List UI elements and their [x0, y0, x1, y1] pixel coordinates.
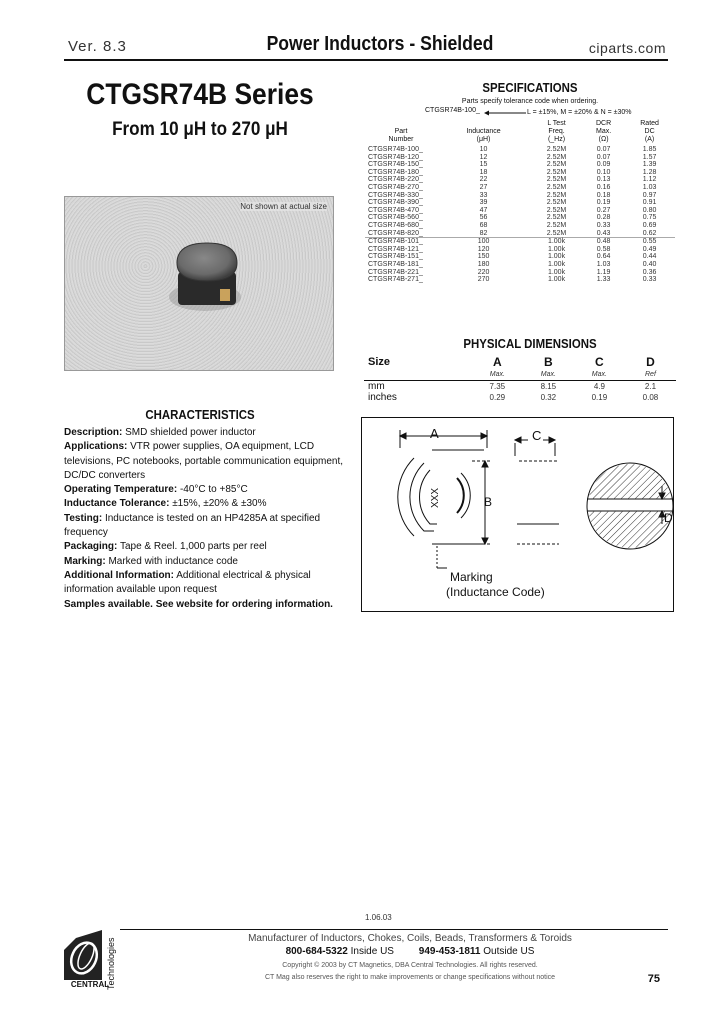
table-cell: 0.49	[642, 245, 657, 253]
table-cell: 2.52M	[546, 229, 567, 237]
rights-notice: CT Mag also reserves the right to make improvements or change specifications without notice	[264, 974, 556, 981]
table-cell: 0.33	[596, 221, 611, 229]
table-header-cell: DCR Max. (Ω)	[595, 120, 612, 143]
table-cell: 0.62	[642, 229, 657, 237]
dim-row-label: mm	[364, 380, 472, 392]
table-cell: 0.36	[642, 268, 657, 276]
table-cell: 0.28	[596, 214, 611, 222]
table-cell: CTGSR74B-330_	[368, 191, 423, 199]
specifications-title: SPECIFICATIONS	[482, 80, 578, 95]
table-cell: 82	[479, 229, 488, 237]
marking-code: XXX	[430, 488, 441, 509]
dim-col-b: B	[544, 355, 553, 369]
table-cell: 120	[477, 245, 490, 253]
dim-sub-d: Ref	[645, 370, 656, 378]
table-cell: CTGSR74B-151_	[368, 253, 423, 261]
dim-col-a: A	[492, 355, 502, 369]
table-cell: CTGSR74B-120_	[368, 153, 423, 161]
table-cell: 10	[479, 146, 488, 153]
table-cell: CTGSR74B-270_	[368, 183, 423, 191]
table-cell: 15	[479, 161, 488, 169]
series-name: CTGSR74B Series	[86, 78, 314, 111]
samples-note: Samples available. See website for ordering information.	[64, 598, 333, 610]
table-cell: 1.00k	[547, 268, 566, 276]
table-row	[365, 261, 675, 269]
char-item: Operating Temperature: -40°C to +85°C	[64, 484, 248, 496]
label-b: B	[484, 495, 493, 509]
dim-value: 4.9	[574, 380, 625, 392]
table-header-row	[365, 120, 675, 146]
table-row	[365, 176, 675, 184]
table-cell: 2.52M	[546, 214, 567, 222]
table-cell: 2.52M	[546, 153, 567, 161]
dim-value: 0.19	[591, 392, 608, 402]
page-number: 75	[647, 973, 660, 985]
table-row	[365, 253, 675, 261]
dim-col-d: D	[646, 355, 655, 369]
table-cell: 1.33	[596, 276, 611, 284]
table-cell: 39	[479, 199, 488, 207]
table-header-cell: Inductance (μH)	[466, 128, 501, 143]
header-divider	[64, 59, 668, 61]
logo-name: CENTRAL	[70, 980, 110, 989]
dim-value: 0.32	[540, 392, 557, 402]
table-cell: 150	[477, 253, 490, 261]
table-cell: 2.52M	[546, 191, 567, 199]
table-cell: CTGSR74B-101_	[365, 238, 437, 246]
characteristics-title: CHARACTERISTICS	[145, 407, 255, 422]
table-cell: 0.13	[596, 176, 611, 184]
phone-numbers	[200, 946, 620, 957]
size-label: Size	[368, 356, 391, 368]
table-row	[365, 154, 675, 162]
characteristics-list	[64, 426, 344, 612]
specifications-table	[365, 120, 675, 284]
table-cell: 0.43	[596, 229, 611, 237]
table-cell: 1.03	[642, 183, 657, 191]
table-row	[365, 222, 675, 230]
product-photo	[64, 196, 334, 371]
table-row	[365, 276, 675, 284]
dim-sub-c: Max.	[591, 370, 607, 378]
table-cell: 18	[479, 168, 488, 176]
dim-sub-b: Max.	[540, 370, 556, 378]
photo-note: Not shown at actual size	[240, 202, 327, 211]
table-cell: 1.00k	[547, 245, 566, 253]
table-cell: 1.85	[642, 146, 657, 153]
marking-label: Marking	[450, 570, 493, 584]
footer-divider	[120, 929, 668, 930]
table-header-cell: Rated DC (A)	[640, 120, 659, 143]
table-cell: 100	[437, 238, 530, 246]
char-item: Applications: VTR power supplies, OA equipment, LCD televisions, PC notebooks, portable communication equipment, DC/DC converters	[64, 441, 344, 481]
dim-col-c: C	[595, 355, 604, 369]
table-cell: 0.18	[596, 191, 611, 199]
copyright: Copyright © 2003 by CT Magnetics, DBA Central Technologies. All rights reserved.	[282, 962, 538, 969]
table-cell: CTGSR74B-220_	[368, 176, 423, 184]
table-cell: 2.52M	[546, 199, 567, 207]
table-cell: 2.52M	[546, 146, 567, 153]
table-cell: 0.97	[642, 191, 657, 199]
table-cell: 1.00k	[530, 238, 583, 246]
table-row	[365, 199, 675, 207]
label-a: A	[430, 426, 439, 441]
table-cell: 180	[477, 260, 490, 268]
table-cell: CTGSR74B-181_	[368, 260, 423, 268]
table-cell: 0.80	[642, 206, 657, 214]
table-cell: 27	[479, 183, 488, 191]
table-cell: 2.52M	[546, 161, 567, 169]
table-cell: 0.64	[596, 253, 611, 261]
table-cell: 1.03	[596, 260, 611, 268]
dim-row-inches	[364, 392, 676, 403]
table-cell: 0.75	[642, 214, 657, 222]
table-cell: 1.00k	[547, 260, 566, 268]
table-cell: 33	[479, 191, 488, 199]
table-cell: CTGSR74B-180_	[368, 168, 423, 176]
char-item: Description: SMD shielded power inductor	[64, 427, 256, 438]
table-row	[365, 207, 675, 215]
table-row	[365, 184, 675, 192]
table-cell: 1.19	[596, 268, 611, 276]
table-row	[365, 230, 675, 238]
table-cell: 1.12	[642, 176, 657, 184]
table-cell: 0.09	[596, 161, 611, 169]
dimensions-table	[364, 355, 676, 403]
table-cell: 1.00k	[547, 276, 566, 284]
revision-date: 1.06.03	[365, 913, 392, 922]
table-cell: 220	[477, 268, 490, 276]
dimension-diagram	[361, 417, 674, 612]
table-cell: 2.52M	[546, 206, 567, 214]
table-cell: 47	[479, 206, 488, 214]
char-item: Inductance Tolerance: ±15%, ±20% & ±30%	[64, 498, 267, 510]
char-item: Testing: Inductance is tested on an HP4285A at specified frequency	[64, 512, 321, 539]
dim-row-label: inches	[368, 391, 397, 403]
table-row	[365, 161, 675, 169]
table-cell: 1.00k	[547, 253, 566, 261]
table-header-cell: L Test Freq. (_Hz)	[547, 120, 566, 143]
char-item: Marking: Marked with inductance code	[64, 555, 238, 567]
physical-dimensions-title: PHYSICAL DIMENSIONS	[463, 336, 597, 351]
dim-value: 8.15	[523, 380, 574, 392]
table-cell: 1.57	[642, 153, 657, 161]
table-cell: 0.33	[642, 276, 657, 284]
table-cell: 68	[479, 221, 488, 229]
logo-tagline: Technologies	[106, 937, 116, 990]
table-cell: CTGSR74B-271_	[368, 276, 423, 284]
table-cell: 0.58	[596, 245, 611, 253]
table-row	[365, 169, 675, 177]
inside-label: Inside US	[350, 946, 394, 957]
table-row	[365, 192, 675, 200]
series-range: From 10 μH to 270 μH	[112, 119, 288, 140]
phone-outside[interactable]: 949-453-1811	[418, 946, 481, 957]
table-row	[365, 214, 675, 222]
website-link[interactable]: ciparts.com	[588, 40, 666, 56]
tolerance-codes: L = ±15%, M = ±20% & N = ±30%	[527, 109, 632, 116]
table-row	[365, 146, 675, 154]
table-cell: 56	[479, 214, 488, 222]
dim-value: 0.08	[642, 392, 659, 402]
outside-label: Outside US	[483, 946, 535, 957]
table-cell: CTGSR74B-820_	[368, 229, 423, 237]
table-cell: 1.39	[642, 161, 657, 169]
table-cell: CTGSR74B-470_	[368, 206, 423, 214]
table-header-cell: Part Number	[388, 128, 414, 143]
dim-value: 7.35	[472, 380, 523, 392]
table-cell: 2.52M	[546, 176, 567, 184]
char-item: Additional Information: Additional electrical & physical information available upon request	[64, 569, 311, 596]
example-part: CTGSR74B-100_	[425, 107, 480, 114]
dim-row-mm	[364, 380, 676, 392]
table-cell: 270	[477, 276, 490, 284]
table-cell: 0.07	[596, 153, 611, 161]
table-cell: 0.55	[624, 238, 675, 246]
table-cell: CTGSR74B-150_	[368, 161, 423, 169]
table-cell: 0.48	[583, 238, 624, 246]
table-cell: 0.91	[642, 199, 657, 207]
ordering-note: Parts specify tolerance code when ordering.	[461, 98, 599, 105]
table-row	[365, 246, 675, 254]
specifications-body	[365, 146, 675, 284]
table-cell: 0.19	[596, 199, 611, 207]
table-cell: CTGSR74B-680_	[368, 221, 423, 229]
table-cell: 0.44	[642, 253, 657, 261]
table-cell: 0.16	[596, 183, 611, 191]
table-cell: 0.40	[642, 260, 657, 268]
table-row	[365, 238, 675, 246]
dim-value: 0.29	[489, 392, 506, 402]
table-cell: 0.07	[596, 146, 611, 153]
phone-inside[interactable]: 800-684-5322	[285, 946, 348, 957]
table-cell: CTGSR74B-390_	[368, 199, 423, 207]
table-cell: CTGSR74B-221_	[368, 268, 423, 276]
label-d: D	[664, 511, 673, 525]
page-title: Power Inductors - Shielded	[266, 33, 494, 55]
table-cell: 2.52M	[546, 183, 567, 191]
table-cell: 2.52M	[546, 221, 567, 229]
table-cell: CTGSR74B-121_	[368, 245, 423, 253]
table-cell: CTGSR74B-100_	[368, 146, 423, 153]
inductor-image	[65, 197, 335, 372]
char-item: Packaging: Tape & Reel. 1,000 parts per reel	[64, 541, 267, 553]
arrow-left-icon	[484, 110, 526, 116]
table-cell: 1.28	[642, 168, 657, 176]
diagram-drawing	[362, 418, 675, 613]
table-cell: CTGSR74B-560_	[368, 214, 423, 222]
table-cell: 0.10	[596, 168, 611, 176]
table-cell: 0.27	[596, 206, 611, 214]
version-label: Ver. 8.3	[68, 38, 127, 55]
table-row	[365, 269, 675, 277]
table-cell: 2.52M	[546, 168, 567, 176]
company-description: Manufacturer of Inductors, Chokes, Coils, Beads, Transformers & Toroids	[248, 933, 572, 944]
table-cell: 0.69	[642, 221, 657, 229]
table-cell: 12	[479, 153, 488, 161]
marking-sub-label: (Inductance Code)	[446, 585, 545, 599]
label-c: C	[532, 428, 542, 443]
dim-value: 2.1	[625, 380, 676, 392]
table-cell: 22	[479, 176, 488, 184]
dim-sub-a: Max.	[489, 370, 505, 378]
